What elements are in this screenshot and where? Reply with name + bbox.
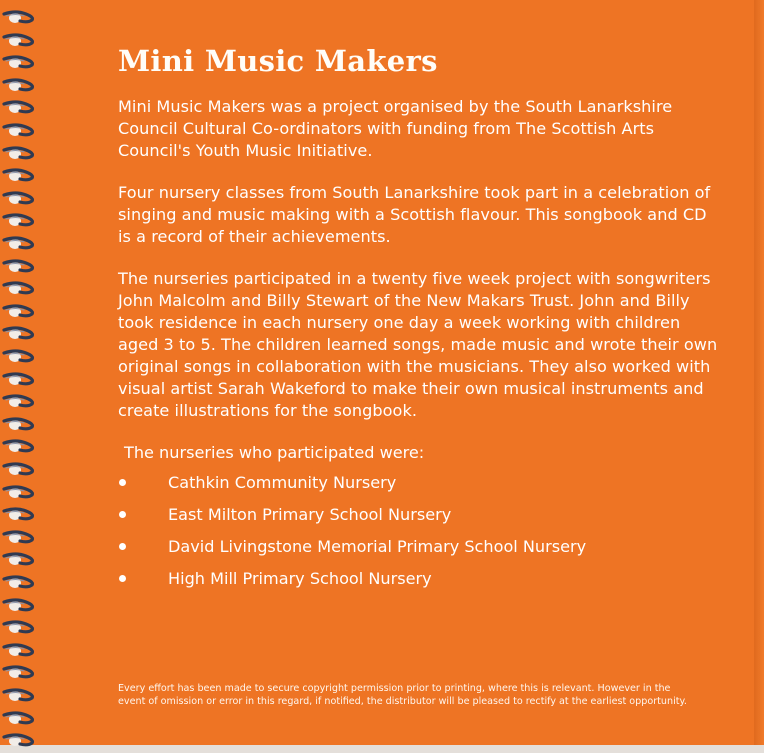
binding-ring xyxy=(2,236,42,252)
binding-ring xyxy=(2,123,42,139)
binding-ring xyxy=(2,213,42,229)
binding-ring xyxy=(2,733,42,749)
bullet-icon xyxy=(119,575,126,582)
nurseries-intro: The nurseries who participated were: xyxy=(124,443,425,462)
page-edge xyxy=(754,0,764,753)
binding-ring xyxy=(2,688,42,704)
paragraph-celebration: Four nursery classes from South Lanarkshire took part in a celebration of singing and music making with a Scottish flavour. This songbook and CD is a record of their achievements. xyxy=(118,183,711,246)
list-item xyxy=(118,504,718,526)
binding-ring xyxy=(2,191,42,207)
binding-ring xyxy=(2,643,42,659)
binding-ring xyxy=(2,620,42,636)
nursery-name: High Mill Primary School Nursery xyxy=(168,569,432,588)
nurseries-list xyxy=(118,472,718,590)
paragraph-intro: Mini Music Makers was a project organised by the South Lanarkshire Council Cultural Co-ordinators with funding from The Scottish Arts Council's Youth Music Initiative. xyxy=(118,97,673,160)
binding-ring xyxy=(2,485,42,501)
list-item xyxy=(118,472,718,494)
binding-ring xyxy=(2,10,42,26)
binding-ring xyxy=(2,100,42,116)
binding-ring xyxy=(2,507,42,523)
binding-ring xyxy=(2,439,42,455)
copyright-note: Every effort has been made to secure copyright permission prior to printing, where this is relevant. However in the event of omission or error in this regard, if notified, the distributor will be pleased to rectify at the earliest opportunity. xyxy=(118,682,687,707)
binding-ring xyxy=(2,281,42,297)
binding-ring xyxy=(2,78,42,94)
page-title: Mini Music Makers xyxy=(118,44,438,78)
binding-ring xyxy=(2,394,42,410)
bullet-icon xyxy=(119,479,126,486)
binding-ring xyxy=(2,462,42,478)
binding-ring xyxy=(2,33,42,49)
nursery-name: David Livingstone Memorial Primary School Nursery xyxy=(168,537,587,556)
binding-ring xyxy=(2,552,42,568)
binding-ring xyxy=(2,417,42,433)
nursery-name: East Milton Primary School Nursery xyxy=(168,505,452,524)
binding-ring xyxy=(2,55,42,71)
binding-ring xyxy=(2,575,42,591)
binding-ring xyxy=(2,326,42,342)
nursery-name: Cathkin Community Nursery xyxy=(168,473,397,492)
bullet-icon xyxy=(119,543,126,550)
binding-ring xyxy=(2,530,42,546)
paragraph-project: The nurseries participated in a twenty five week project with songwriters John Malcolm and Billy Stewart of the New Makars Trust. John and Billy took residence in each nursery one day a week working with children aged 3 to 5. The children learned songs, made music and wrote their own original songs in collaboration with the musicians. They also worked with visual artist Sarah Wakeford to make their own musical instruments and create illustrations for the songbook. xyxy=(118,269,718,420)
page-content xyxy=(118,44,718,612)
binding-ring xyxy=(2,146,42,162)
page-bottom-edge xyxy=(0,745,764,753)
binding-ring xyxy=(2,304,42,320)
binding-ring xyxy=(2,711,42,727)
binding-ring xyxy=(2,259,42,275)
binding-ring xyxy=(2,372,42,388)
bullet-icon xyxy=(119,511,126,518)
binding-ring xyxy=(2,665,42,681)
binding-ring xyxy=(2,349,42,365)
spiral-binding xyxy=(0,0,52,753)
list-item xyxy=(118,568,718,590)
binding-ring xyxy=(2,598,42,614)
binding-ring xyxy=(2,168,42,184)
list-item xyxy=(118,536,718,558)
